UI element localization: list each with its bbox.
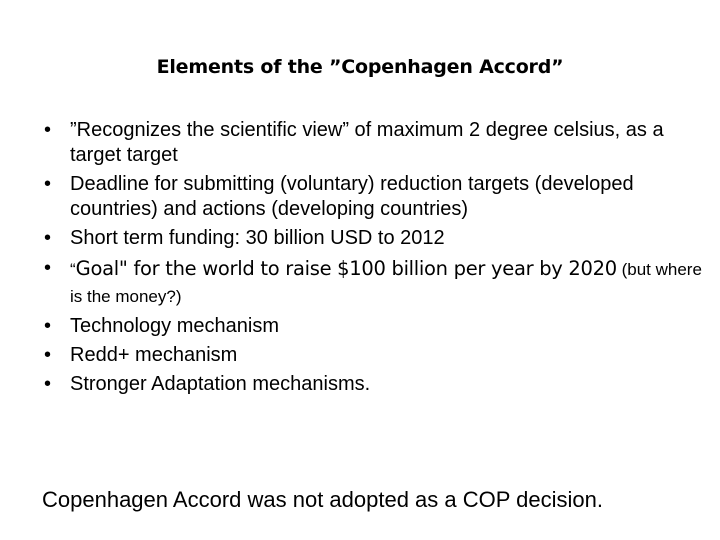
bullet-list	[44, 118, 704, 401]
bullet-item	[44, 226, 704, 251]
bullet-text: Redd+ mechanism	[70, 344, 238, 366]
bullet-item	[44, 314, 704, 339]
bullet-dot-icon: •	[44, 173, 52, 195]
goal-parenthetical: (but where is the money?)	[70, 260, 702, 306]
slide-title: Elements of the ”Copenhagen Accord”	[156, 56, 564, 78]
bullet-text: Short term funding: 30 billion USD to 2012	[70, 227, 445, 249]
bullet-text: Deadline for submitting (voluntary) reduction targets (developed countries) and actions (developing countries)	[70, 173, 634, 220]
bullet-dot-icon: •	[44, 344, 52, 366]
bullet-item	[44, 343, 704, 368]
bullet-item	[44, 172, 704, 222]
bullet-dot-icon: •	[44, 119, 52, 141]
bullet-dot-icon: •	[44, 315, 52, 337]
bullet-dot-icon: •	[44, 257, 52, 279]
goal-text: Goal" for the world to raise $100 billion per year by 2020	[75, 257, 617, 280]
bullet-dot-icon: •	[44, 373, 52, 395]
bullet-item	[44, 372, 704, 397]
bullet-dot-icon: •	[44, 227, 52, 249]
bullet-text: ”Recognizes the scientific view” of maximum 2 degree celsius, as a target target	[70, 119, 664, 166]
bullet-item	[44, 118, 704, 168]
footer-note: Copenhagen Accord was not adopted as a COP decision.	[42, 487, 603, 512]
bullet-item-goal	[44, 255, 704, 310]
bullet-text: Stronger Adaptation mechanisms.	[70, 373, 371, 395]
goal-open-quote: “	[70, 260, 76, 279]
bullet-text: Technology mechanism	[70, 315, 279, 337]
